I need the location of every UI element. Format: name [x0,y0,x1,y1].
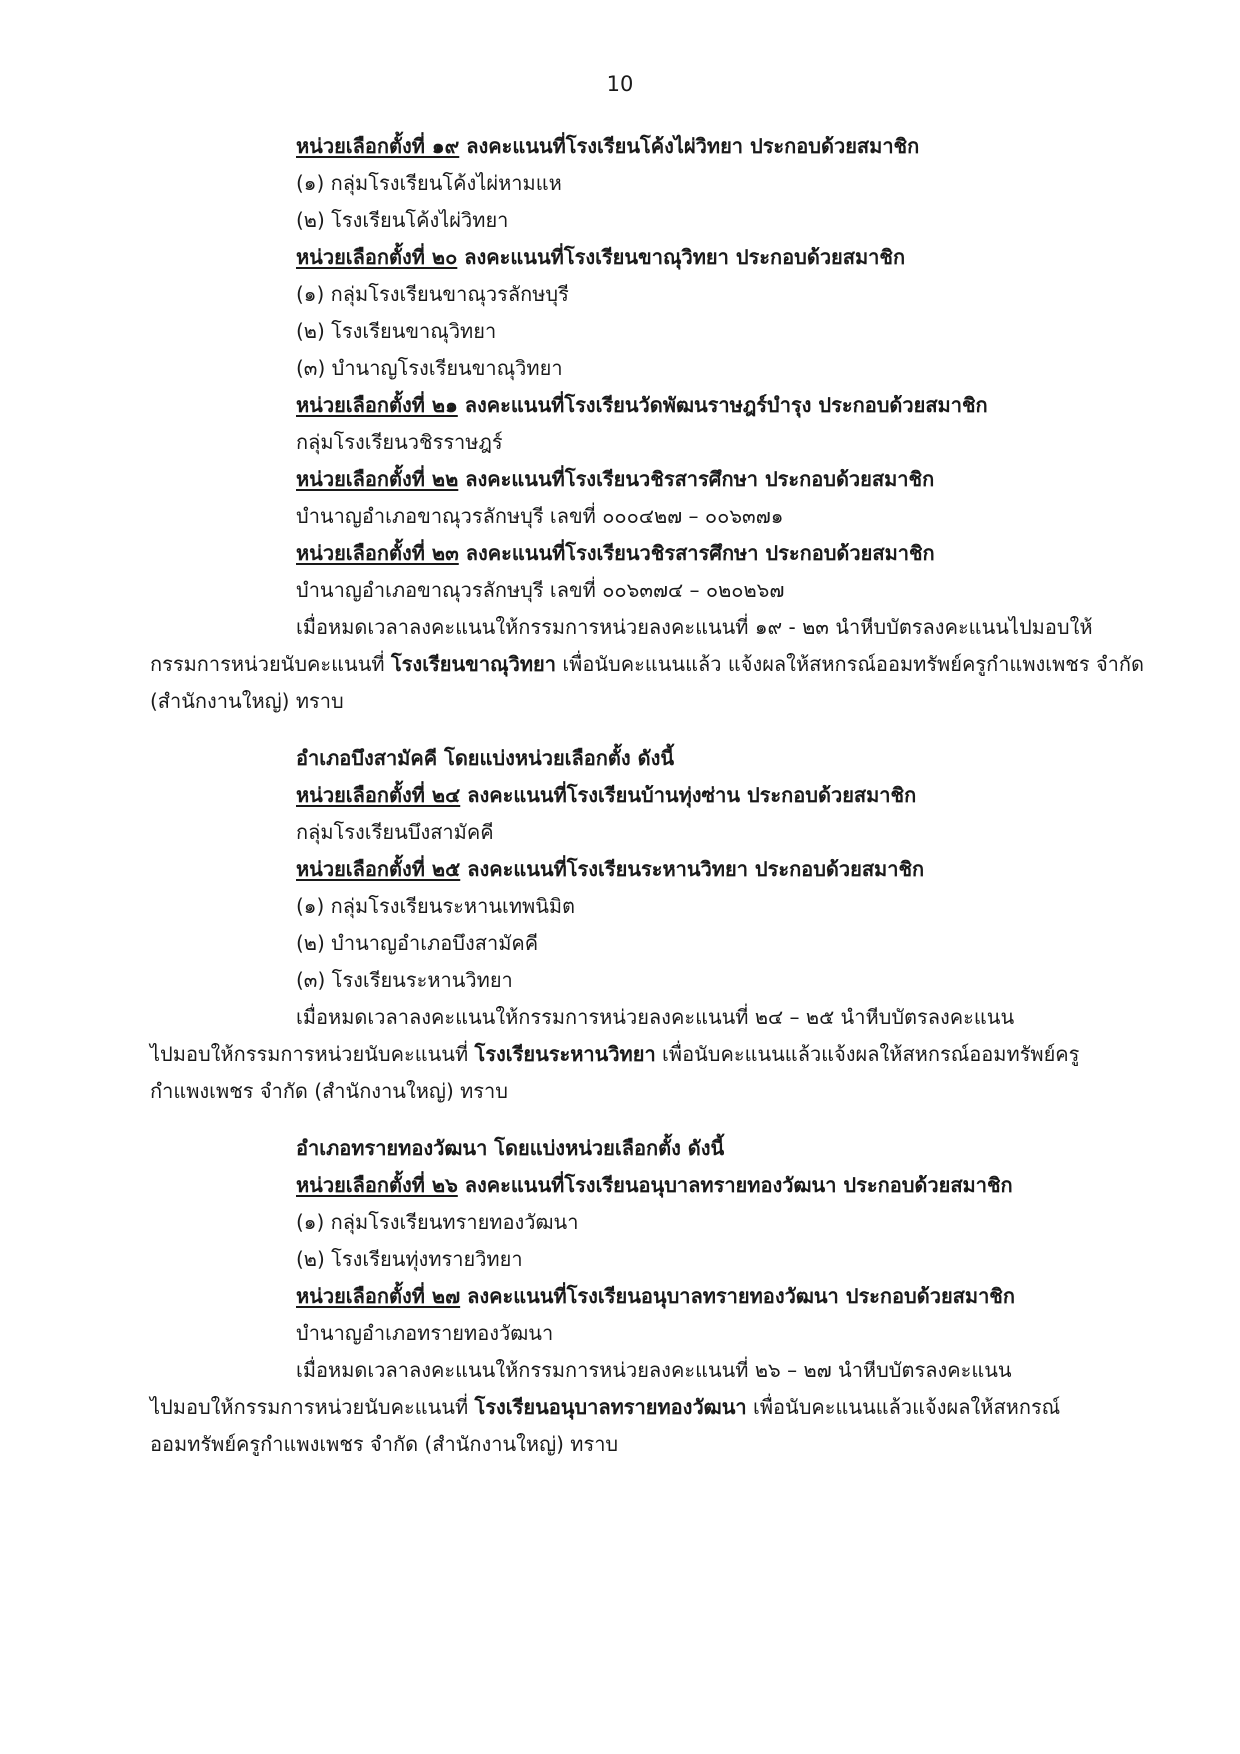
instruction-paragraph [150,609,1145,720]
polling-unit-location: ลงคะแนนที่โรงเรียนโค้งไผ่วิทยา ประกอบด้วยสมาชิก [459,134,920,158]
member-item: บำนาญอำเภอขาณุวรลักษบุรี เลขที่ ๐๐๖๓๗๔ – ๐๒๐๒๖๗ [296,578,785,602]
counting-venue: โรงเรียนระหานวิทยา [474,1042,656,1066]
paragraph-line [150,646,1145,683]
member-item: (๒) โรงเรียนโค้งไผ่วิทยา [296,208,509,232]
paragraph-text: ไปมอบให้กรรมการหน่วยนับคะแนนที่ [150,1042,475,1066]
member-item: (๓) บำนาญโรงเรียนขาณุวิทยา [296,356,563,380]
polling-unit-location: ลงคะแนนที่โรงเรียนอนุบาลทรายทองวัฒนา ประกอบด้วยสมาชิก [460,1284,1015,1308]
polling-unit-heading [150,128,1110,165]
member-item: บำนาญอำเภอขาณุวรลักษบุรี เลขที่ ๐๐๐๔๒๗ – ๐๐๖๓๗๑ [296,504,784,528]
member-item: (๑) กลุ่มโรงเรียนทรายทองวัฒนา [296,1210,579,1234]
polling-unit-label: หน่วยเลือกตั้งที่ ๒๖ [296,1173,458,1197]
instruction-paragraph [150,999,1110,1110]
polling-unit-label: หน่วยเลือกตั้งที่ ๒๕ [296,857,461,881]
polling-unit-label: หน่วยเลือกตั้งที่ ๒๗ [296,1284,461,1308]
paragraph-line [150,683,1110,720]
polling-unit-location: ลงคะแนนที่โรงเรียนวชิรสารศึกษา ประกอบด้วยสมาชิก [458,541,935,565]
member-item: (๒) บำนาญอำเภอบึงสามัคคี [296,931,539,955]
paragraph-line [150,1036,1110,1073]
paragraph-text: เพื่อนับคะแนนแล้ว แจ้งผลให้สหกรณ์ออมทรัพย์ครูกำแพงเพชร จำกัด [555,652,1145,676]
member-item: (๒) โรงเรียนทุ่งทรายวิทยา [296,1247,523,1271]
district-heading: อำเภอทรายทองวัฒนา โดยแบ่งหน่วยเลือกตั้ง ดังนี้ [296,1136,725,1160]
polling-unit-label: หน่วยเลือกตั้งที่ ๒๒ [296,467,459,491]
member-item: (๑) กลุ่มโรงเรียนโค้งไผ่หามแห [296,171,562,195]
paragraph-text: เพื่อนับคะแนนแล้วแจ้งผลให้สหกรณ์ [746,1395,1061,1419]
polling-unit-label: หน่วยเลือกตั้งที่ ๒๑ [296,393,458,417]
polling-unit-heading [150,535,1110,572]
member-item: กลุ่มโรงเรียนวชิรราษฎร์ [296,430,503,454]
polling-unit-heading [150,461,1110,498]
paragraph-line [150,999,1110,1036]
polling-unit-label: หน่วยเลือกตั้งที่ ๒๓ [296,541,459,565]
polling-unit-label: หน่วยเลือกตั้งที่ ๑๙ [296,134,460,158]
paragraph-text: เพื่อนับคะแนนแล้วแจ้งผลให้สหกรณ์ออมทรัพย์ครู [655,1042,1080,1066]
paragraph-text: เมื่อหมดเวลาลงคะแนนให้กรรมการหน่วยลงคะแนนที่ ๑๙ - ๒๓ นำหีบบัตรลงคะแนนไปมอบให้ [296,615,1093,639]
paragraph-spacer [150,720,1110,740]
paragraph-text: กำแพงเพชร จำกัด (สำนักงานใหญ่) ทราบ [150,1079,508,1103]
polling-unit-location: ลงคะแนนที่โรงเรียนขาณุวิทยา ประกอบด้วยสมาชิก [457,245,906,269]
polling-unit-location: ลงคะแนนที่โรงเรียนบ้านทุ่งซ่าน ประกอบด้วยสมาชิก [460,783,917,807]
polling-unit-location: ลงคะแนนที่โรงเรียนอนุบาลทรายทองวัฒนา ประกอบด้วยสมาชิก [457,1173,1013,1197]
paragraph-line [150,1426,1110,1463]
paragraph-line [150,1352,1110,1389]
polling-unit-label: หน่วยเลือกตั้งที่ ๒๐ [296,245,458,269]
paragraph-text: ไปมอบให้กรรมการหน่วยนับคะแนนที่ [150,1395,475,1419]
paragraph-text: เมื่อหมดเวลาลงคะแนนให้กรรมการหน่วยลงคะแนนที่ ๒๔ – ๒๕ นำหีบบัตรลงคะแนน [296,1005,1015,1029]
paragraph-line [150,1389,1110,1426]
polling-unit-heading [150,777,1110,814]
paragraph-spacer [150,1110,1110,1130]
polling-unit-location: ลงคะแนนที่โรงเรียนวชิรสารศึกษา ประกอบด้วยสมาชิก [458,467,935,491]
document-body [150,128,1145,1463]
polling-unit-label: หน่วยเลือกตั้งที่ ๒๔ [296,783,461,807]
polling-unit-heading [150,1167,1110,1204]
member-item: บำนาญอำเภอทรายทองวัฒนา [296,1321,554,1345]
member-item: (๓) โรงเรียนระหานวิทยา [296,968,513,992]
polling-unit-location: ลงคะแนนที่โรงเรียนระหานวิทยา ประกอบด้วยสมาชิก [460,857,925,881]
member-item: (๒) โรงเรียนขาณุวิทยา [296,319,497,343]
polling-unit-heading [150,387,1110,424]
district-heading: อำเภอบึงสามัคคี โดยแบ่งหน่วยเลือกตั้ง ดังนี้ [296,746,675,770]
paragraph-text: กรรมการหน่วยนับคะแนนที่ [150,652,391,676]
page-number: 10 [606,72,634,96]
polling-unit-heading [150,851,1110,888]
paragraph-text: (สำนักงานใหญ่) ทราบ [150,689,344,713]
polling-unit-heading [150,1278,1110,1315]
instruction-paragraph [150,1352,1110,1463]
paragraph-line [150,609,1110,646]
paragraph-text: เมื่อหมดเวลาลงคะแนนให้กรรมการหน่วยลงคะแนนที่ ๒๖ – ๒๗ นำหีบบัตรลงคะแนน [296,1358,1012,1382]
member-item: กลุ่มโรงเรียนบึงสามัคคี [296,820,494,844]
member-item: (๑) กลุ่มโรงเรียนระหานเทพนิมิต [296,894,576,918]
paragraph-text: ออมทรัพย์ครูกำแพงเพชร จำกัด (สำนักงานใหญ่) ทราบ [150,1432,619,1456]
counting-venue: โรงเรียนขาณุวิทยา [390,652,556,676]
polling-unit-heading [150,239,1110,276]
polling-unit-location: ลงคะแนนที่โรงเรียนวัดพัฒนราษฎร์บำรุง ประกอบด้วยสมาชิก [457,393,988,417]
paragraph-line [150,1073,1110,1110]
counting-venue: โรงเรียนอนุบาลทรายทองวัฒนา [474,1395,747,1419]
member-item: (๑) กลุ่มโรงเรียนขาณุวรลักษบุรี [296,282,569,306]
